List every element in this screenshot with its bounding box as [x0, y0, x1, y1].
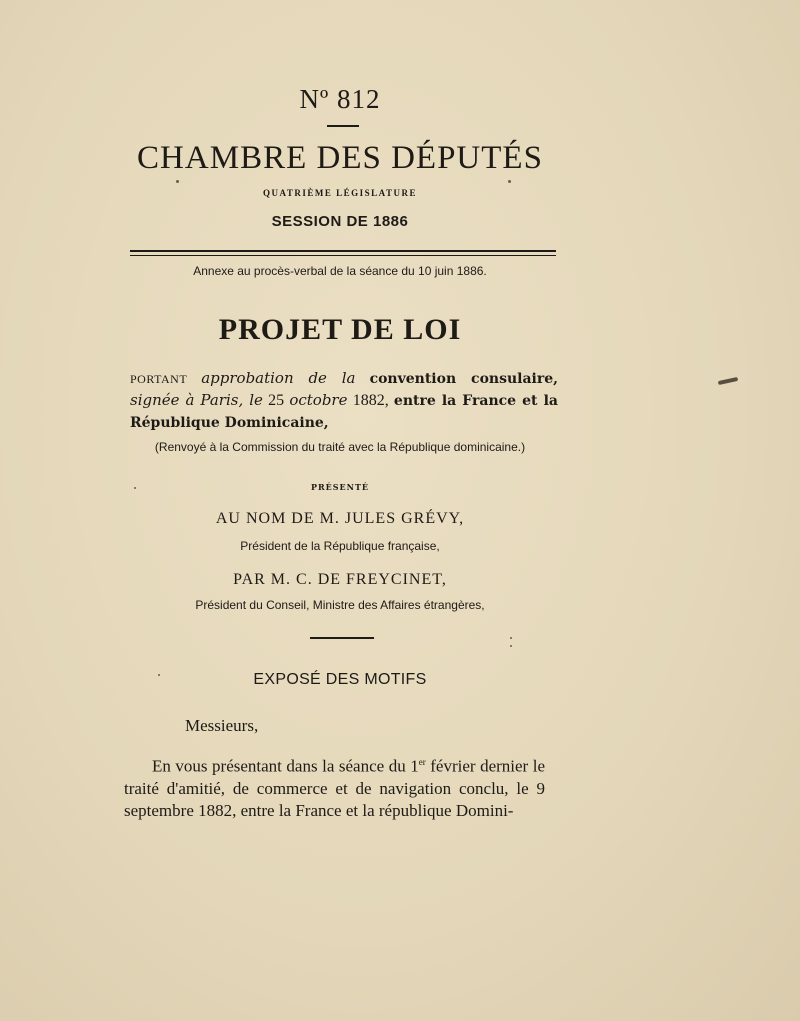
divider-mid	[310, 637, 374, 639]
document-number: Nº 812	[299, 84, 381, 114]
paper-speck	[176, 180, 179, 183]
presented-label: PRÉSENTÉ	[311, 482, 369, 492]
subject-date-day: 25	[268, 392, 285, 409]
subject-signee: signée à Paris, le	[130, 391, 263, 409]
divider-short	[327, 125, 359, 127]
subject-between: entre la France et la République Dominicaine,	[130, 393, 559, 431]
subject-convention: convention consulaire,	[369, 371, 559, 387]
paper-speck	[508, 180, 511, 183]
paper-speck	[510, 645, 512, 647]
paper-speck	[158, 674, 160, 676]
greeting: Messieurs,	[185, 716, 259, 735]
session-label: SESSION DE 1886	[271, 213, 409, 230]
on-behalf-of: AU NOM DE M. JULES GRÉVY,	[215, 510, 465, 527]
legislature-label: QUATRIÈME LÉGISLATURE	[263, 188, 417, 198]
paper-speck	[510, 637, 512, 639]
president-council: Président du Conseil, Ministre des Affaires étrangères,	[195, 598, 485, 612]
subject-date-month: octobre	[289, 391, 348, 409]
double-rule-bottom	[130, 255, 556, 256]
president-republic: Président de la République française,	[240, 539, 440, 553]
subject-approbation: approbation de la	[201, 369, 356, 387]
subject-portant: PORTANT	[130, 372, 188, 386]
body-rest: février dernier le traité d'amitié, de commerce et de navigation conclu, le 9 septembre 1882, entre la France et la république Domini-	[124, 756, 545, 820]
annexe-note: Annexe au procès-verbal de la séance du 10 juin 1886.	[193, 264, 487, 278]
body-start: En vous présentant dans la séance du 1	[152, 756, 419, 776]
subject-year: 1882,	[352, 392, 389, 409]
paper-mark	[718, 377, 738, 385]
section-heading: EXPOSÉ DES MOTIFS	[253, 671, 427, 688]
chamber-title: CHAMBRE DES DÉPUTÉS	[137, 140, 543, 176]
body-superscript: er	[418, 757, 426, 767]
document-title: PROJET DE LOI	[218, 313, 462, 346]
presented-by: PAR M. C. DE FREYCINET,	[233, 571, 447, 588]
paper-speck	[134, 487, 136, 489]
bill-subject	[130, 368, 558, 434]
double-rule-top	[130, 250, 556, 252]
body-paragraph	[124, 751, 545, 822]
referral-note: (Renvoyé à la Commission du traité avec la République dominicaine.)	[154, 440, 526, 454]
